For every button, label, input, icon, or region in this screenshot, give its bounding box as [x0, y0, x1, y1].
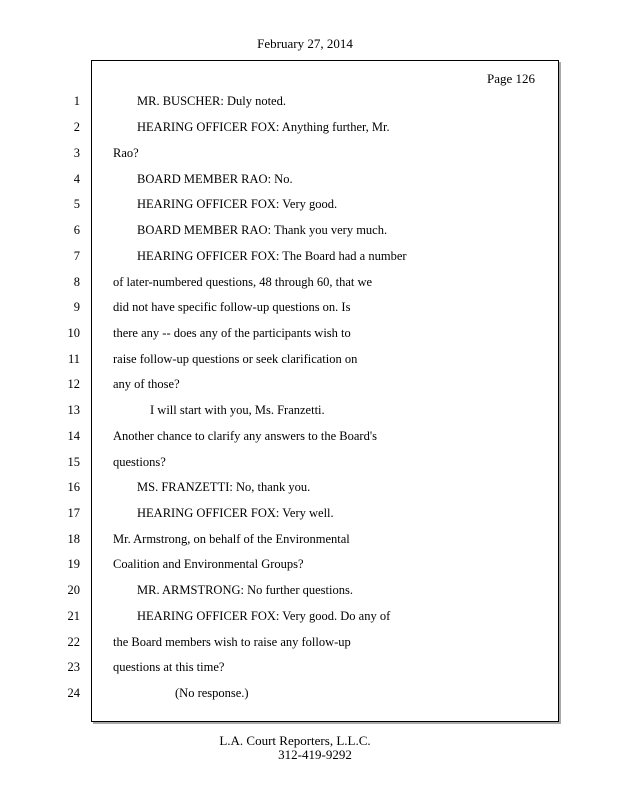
line-text: (No response.) [175, 686, 249, 700]
line-text: MR. BUSCHER: Duly noted. [137, 94, 286, 108]
transcript-line [0, 167, 618, 192]
transcript-line [0, 295, 618, 320]
transcript-line [0, 450, 618, 475]
footer-phone: 312-419-9292 [278, 747, 352, 762]
line-text: HEARING OFFICER FOX: The Board had a number [137, 249, 407, 263]
line-text: HEARING OFFICER FOX: Anything further, Mr. [137, 120, 390, 134]
line-text: Rao? [113, 146, 139, 160]
line-number: 6 [73, 223, 80, 237]
transcript-line [0, 578, 618, 603]
transcript-line [0, 527, 618, 552]
line-number: 21 [67, 609, 80, 623]
line-number: 23 [67, 660, 80, 674]
line-number: 9 [73, 300, 80, 314]
transcript-line [0, 630, 618, 655]
line-number: 11 [67, 352, 80, 366]
line-number: 12 [67, 377, 80, 391]
transcript-line [0, 398, 618, 423]
page-number: Page 126 [486, 71, 535, 86]
line-number: 2 [73, 120, 80, 134]
line-text: MS. FRANZETTI: No, thank you. [137, 480, 311, 494]
transcript-line [0, 475, 618, 500]
line-number: 13 [67, 403, 80, 417]
line-number: 4 [73, 172, 80, 186]
transcript-line [0, 192, 618, 217]
line-number: 17 [67, 506, 80, 520]
transcript-line [0, 681, 618, 706]
line-number: 16 [67, 480, 80, 494]
transcript-line [0, 141, 618, 166]
line-text: raise follow-up questions or seek clarification on [113, 352, 358, 366]
line-text: questions at this time? [113, 660, 225, 674]
transcript-line [0, 270, 618, 295]
line-text: Mr. Armstrong, on behalf of the Environmental [113, 532, 350, 546]
line-text: did not have specific follow-up questions on. Is [113, 300, 351, 314]
line-text: HEARING OFFICER FOX: Very well. [137, 506, 334, 520]
transcript-line [0, 501, 618, 526]
line-number: 3 [73, 146, 80, 160]
line-number: 24 [67, 686, 80, 700]
line-number: 1 [73, 94, 80, 108]
line-text: the Board members wish to raise any follow-up [113, 635, 351, 649]
line-number: 5 [73, 197, 80, 211]
transcript-line [0, 218, 618, 243]
line-text: Another chance to clarify any answers to the Board's [113, 429, 377, 443]
line-text: questions? [113, 455, 166, 469]
line-text: there any -- does any of the participants wish to [113, 326, 351, 340]
transcript-line [0, 347, 618, 372]
transcript-line [0, 424, 618, 449]
footer-company: L.A. Court Reporters, L.L.C. [219, 733, 371, 748]
line-number: 7 [73, 249, 80, 263]
transcript-line [0, 552, 618, 577]
line-number: 14 [67, 429, 80, 443]
line-text: HEARING OFFICER FOX: Very good. [137, 197, 338, 211]
line-number: 18 [67, 532, 80, 546]
line-text: any of those? [113, 377, 180, 391]
transcript-line [0, 244, 618, 269]
transcript-line [0, 372, 618, 397]
header-date: February 27, 2014 [257, 36, 353, 51]
line-text: I will start with you, Ms. Franzetti. [150, 403, 325, 417]
line-text: Coalition and Environmental Groups? [113, 557, 304, 571]
transcript-line [0, 655, 618, 680]
line-text: BOARD MEMBER RAO: Thank you very much. [137, 223, 388, 237]
line-text: MR. ARMSTRONG: No further questions. [137, 583, 353, 597]
line-number: 10 [67, 326, 80, 340]
line-text: HEARING OFFICER FOX: Very good. Do any of [137, 609, 391, 623]
line-number: 15 [67, 455, 80, 469]
transcript-line [0, 115, 618, 140]
transcript-line [0, 89, 618, 114]
line-number: 20 [67, 583, 80, 597]
line-text: of later-numbered questions, 48 through 60, that we [113, 275, 373, 289]
line-number: 22 [67, 635, 80, 649]
transcript-line [0, 321, 618, 346]
transcript-line [0, 604, 618, 629]
line-number: 19 [67, 557, 80, 571]
line-text: BOARD MEMBER RAO: No. [137, 172, 293, 186]
line-number: 8 [73, 275, 80, 289]
